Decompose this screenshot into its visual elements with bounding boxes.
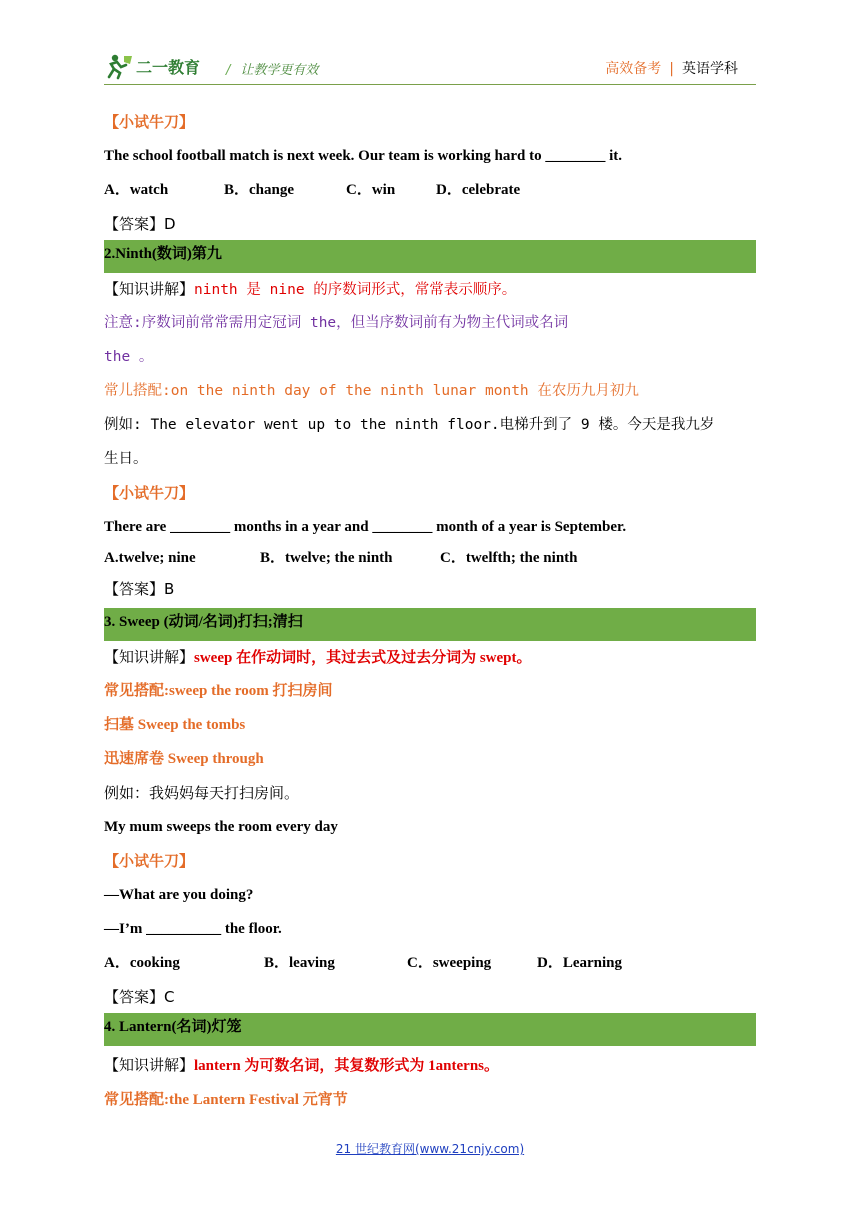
option-b: B．twelve; the ninth [260,550,393,566]
option-c: C．win [346,182,396,198]
knowledge-line [104,642,756,676]
example-line-2: 生日。 [104,451,148,467]
knowledge-text: lantern 为可数名词，其复数形式为 1anterns。 [194,1058,500,1074]
section-title-bar: 2.Ninth(数词)第九 [104,240,756,273]
header-separator: | [669,61,674,77]
page-header [104,50,756,84]
answer-line: 【答案】D [104,215,176,233]
collocation-line: 迅速席卷 Sweep through [104,751,264,767]
note-line-2: the 。 [104,349,154,365]
options-row [104,948,756,982]
knowledge-text: sweep 在作动词时，其过去式及过去分词为 swept。 [194,650,532,666]
collocation-line: 扫墓 Sweep the tombs [104,717,246,733]
knowledge-label: 【知识讲解】 [104,648,195,666]
section-title-bar: 3. Sweep (动词/名词)打扫;清扫 [104,608,756,641]
example-line-1: 例如: The elevator went up to the ninth floor.电梯升到了 9 楼。今天是我九岁 [104,417,715,433]
knowledge-label: 【知识讲解】 [104,280,195,298]
dialogue-line-2: —I’m __________ the floor. [104,921,282,937]
option-d: D．celebrate [436,182,521,198]
slogan-text: 让教学更有效 [240,63,319,78]
option-c: C．twelfth; the ninth [440,550,578,566]
option-b: B．change [224,182,295,198]
option-d: D．Learning [537,955,623,971]
dialogue-line-1: —What are you doing? [104,887,254,903]
knowledge-line [104,274,756,308]
answer-line: 【答案】C [104,988,175,1006]
practice-label: 【小试牛刀】 [104,113,195,131]
option-c: C．sweeping [407,955,492,971]
knowledge-text: ninth 是 nine 的序数词形式，常常表示顺序。 [194,282,517,298]
collocation-line: 常儿搭配:on the ninth day of the ninth lunar month 在农历九月初九 [104,383,639,399]
question-text: The school football match is next week. Our team is working hard to ________ it. [104,148,623,164]
note-line-1: 注意:序数词前常常需用定冠词 the，但当序数词前有为物主代词或名词 [104,315,569,331]
option-a: A．watch [104,182,169,198]
example-line-en: My mum sweeps the room every day [104,819,338,835]
footer-link[interactable]: 21 世纪教育网(www.21cnjy.com) [335,1142,525,1156]
logo [106,52,216,80]
runner-logo-icon [106,52,216,80]
option-b: B．leaving [264,955,335,971]
question-text: There are ________ months in a year and ________ month of a year is September. [104,519,627,535]
header-right [605,58,738,78]
options-row [104,175,756,209]
header-exam-prep: 高效备考 [605,61,662,77]
practice-label: 【小试牛刀】 [104,852,195,870]
section-title-bar: 4. Lantern(名词)灯笼 [104,1013,756,1046]
knowledge-line [104,1047,756,1085]
knowledge-label: 【知识讲解】 [104,1056,195,1074]
option-a: A.twelve; nine [104,550,196,566]
document-body [104,107,756,1119]
example-line-cn: 例如：我妈妈每天打扫房间。 [104,784,300,802]
options-row [104,543,756,574]
answer-line: 【答案】B [104,580,175,598]
collocation-line: 常见搭配:sweep the room 打扫房间 [104,683,333,699]
slogan [226,59,318,78]
practice-label: 【小试牛刀】 [104,484,195,502]
header-subject: 英语学科 [682,61,738,77]
option-a: A．cooking [104,955,180,971]
svg-text:二一教育: 二一教育 [136,58,201,77]
slogan-slash: / [226,63,231,78]
header-divider [104,84,756,85]
collocation-line: 常见搭配:the Lantern Festival 元宵节 [104,1092,348,1108]
